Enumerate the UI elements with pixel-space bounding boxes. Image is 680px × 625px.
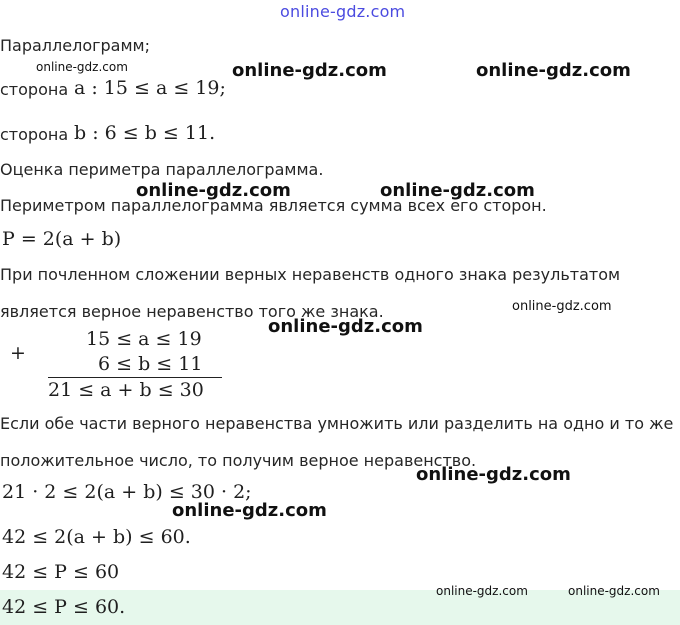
watermark: online-gdz.com	[268, 316, 423, 337]
rule2-line2: положительное число, то получим верное неравенство.	[0, 451, 477, 470]
side-a-prefix: сторона	[0, 80, 69, 99]
watermark: online-gdz.com	[416, 464, 571, 485]
final-answer: 42 ≤ P ≤ 60.	[2, 596, 126, 618]
step-simplified: 42 ≤ 2(a + b) ≤ 60.	[2, 526, 191, 548]
watermark: online-gdz.com	[36, 60, 128, 74]
watermark: online-gdz.com	[380, 180, 535, 201]
side-a-inequality: a : 15 ≤ a ≤ 19;	[74, 77, 226, 99]
heading-text: Параллелограмм;	[0, 36, 151, 55]
watermark-top: online-gdz.com	[280, 2, 406, 21]
perimeter-definition: Периметром параллелограмма является сумма всех его сторон.	[0, 196, 547, 215]
watermark: online-gdz.com	[136, 180, 291, 201]
sum-row-result: 21 ≤ a + b ≤ 30	[48, 379, 204, 401]
side-b-prefix: сторона	[0, 125, 69, 144]
sum-underline	[48, 377, 222, 378]
plus-sign: +	[10, 342, 26, 364]
rule1-line2: является верное неравенство того же знака.	[0, 302, 384, 321]
step-multiply: 21 · 2 ≤ 2(a + b) ≤ 30 · 2;	[2, 481, 252, 503]
estimate-text: Оценка периметра параллелограмма.	[0, 160, 324, 179]
step-perimeter: 42 ≤ P ≤ 60	[2, 561, 120, 583]
watermark: online-gdz.com	[172, 500, 327, 521]
sum-row-a: 15 ≤ a ≤ 19	[86, 328, 202, 350]
watermark: online-gdz.com	[476, 60, 631, 81]
watermark: online-gdz.com	[568, 584, 660, 598]
sum-row-b: 6 ≤ b ≤ 11	[98, 353, 203, 375]
watermark: online-gdz.com	[512, 299, 612, 314]
watermark: online-gdz.com	[232, 60, 387, 81]
watermark: online-gdz.com	[436, 584, 528, 598]
side-b-inequality: b : 6 ≤ b ≤ 11.	[74, 122, 216, 144]
rule1-line1: При почленном сложении верных неравенств одного знака результатом	[0, 265, 621, 284]
perimeter-formula: P = 2(a + b)	[2, 228, 122, 250]
rule2-line1: Если обе части верного неравенства умножить или разделить на одно и то же	[0, 414, 674, 433]
